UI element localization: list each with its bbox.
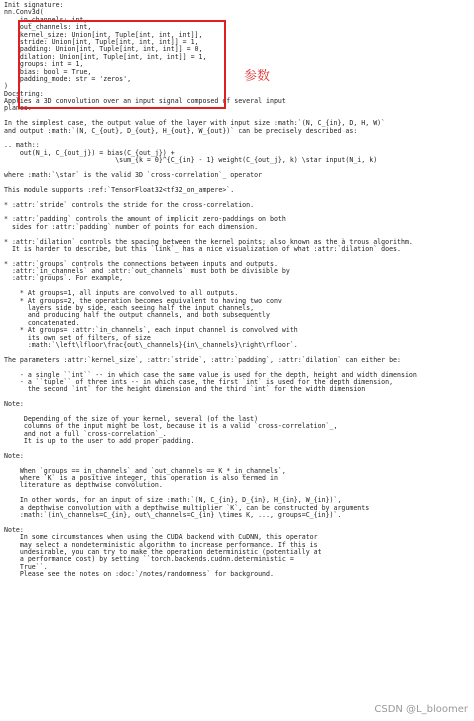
doc-line: and producing half the output channels, and both subsequently <box>4 311 270 320</box>
doc-line: In other words, for an input of size :math:`(N, C_{in}, D_{in}, H_{in}, W_{in})`, <box>4 496 342 505</box>
doc-line <box>4 519 472 526</box>
doc-line: out_channels: int, <box>4 23 92 32</box>
doc-line: padding_mode: str = 'zeros', <box>4 74 132 83</box>
doc-line: True``. <box>4 562 48 571</box>
doc-line: may select a nondeterministic algorithm to increase performance. If this is <box>4 540 318 549</box>
doc-line: a performance cost) by setting ``torch.backends.cudnn.deterministic = <box>4 555 294 564</box>
doc-line: groups: int = 1, <box>4 60 84 69</box>
doc-line: \sum_{k = 0}^{C_{in} - 1} weight(C_{out_j}, k) \star input(N_i, k) <box>4 156 378 165</box>
doc-line: layers side by side, each seeing half the input channels, <box>4 304 255 313</box>
doc-line: where :math:`\star` is the valid 3D `cross-correlation`_ operator <box>4 170 263 179</box>
doc-line: The parameters :attr:`kernel_size`, :attr:`stride`, :attr:`padding`, :attr:`dilation` can either be: <box>4 355 401 364</box>
doc-line: kernel_size: Union[int, Tuple[int, int, int]], <box>4 30 203 39</box>
doc-line: Please see the notes on :doc:`/notes/randomness` for background. <box>4 570 274 579</box>
doc-line: Note: <box>4 525 24 534</box>
doc-line: dilation: Union[int, Tuple[int, int, int]] = 1, <box>4 52 207 61</box>
doc-line: .. math:: <box>4 141 40 150</box>
watermark: CSDN @L_bloomer <box>374 704 468 715</box>
doc-line: where `K` is a positive integer, this operation is also termed in <box>4 474 278 482</box>
doc-line: the second `int` for the height dimension and the third `int` for the width dimension <box>4 385 366 394</box>
doc-line: planes. <box>4 104 32 113</box>
doc-line: stride: Union[int, Tuple[int, int, int]] = 1, <box>4 37 199 46</box>
doc-line: Docstring: <box>4 89 44 98</box>
doc-line: In some circumstances when using the CUDA backend with CuDNN, this operator <box>4 533 318 542</box>
doc-line: a depthwise convolution with a depthwise multiplier `K`, can be constructed by arguments <box>4 503 370 512</box>
doc-line: * :attr:`padding` controls the amount of implicit zero-paddings on both <box>4 215 286 224</box>
doc-line: This module supports :ref:`TensorFloat32<tf32_on_ampere>`. <box>4 185 235 194</box>
doc-line: out(N_i, C_{out_j}) = bias(C_{out_j}) + <box>4 148 175 157</box>
doc-line: nn.Conv3d( <box>4 8 44 17</box>
doc-line <box>4 135 472 142</box>
doc-line: bias: bool = True, <box>4 67 92 76</box>
doc-line: * :attr:`stride` controls the stride for the cross-correlation. <box>4 200 255 209</box>
doc-line: Applies a 3D convolution over an input signal composed of several input <box>4 97 286 106</box>
doc-line: :attr:`groups`. For example, <box>4 274 124 283</box>
doc-line: Init signature: <box>4 1 64 9</box>
doc-line: * At groups=1, all inputs are convolved to all outputs. <box>4 289 239 298</box>
doc-line: * At groups=2, the operation becomes equivalent to having two conv <box>4 296 282 305</box>
doc-line: It is harder to describe, but this `link`_ has a nice visualization of what :attr:`dilation` does. <box>4 244 401 253</box>
doc-line: :math:`(in\_channels=C_{in}, out\_channels=C_{in} \times K, ..., groups=C_{in})`. <box>4 510 342 519</box>
doc-line: columns of the input might be lost, because it is a valid `cross-correlation`_, <box>4 422 338 431</box>
doc-line: sides for :attr:`padding` number of points for each dimension. <box>4 222 259 231</box>
doc-line: * :attr:`dilation` controls the spacing between the kernel points; also known as the à trous algorithm. <box>4 237 413 246</box>
doc-line: :math:`\left\lfloor\frac{out\_channels}{in\_channels}\right\rfloor`. <box>4 340 298 349</box>
doc-line: - a ``tuple`` of three ints -- in which case, the first `int` is used for the depth dimension, <box>4 377 394 386</box>
doc-line: Note: <box>4 451 24 460</box>
parameter-annotation-label: 参数 <box>244 69 271 84</box>
doc-line: * :attr:`groups` controls the connections between inputs and outputs. <box>4 259 278 268</box>
doc-line <box>4 394 472 401</box>
doc-line: and not a full `cross-correlation`_. <box>4 429 167 438</box>
doc-line: literature as depthwise convolution. <box>4 481 163 490</box>
doc-line: and output :math:`(N, C_{out}, D_{out}, H_{out}, W_{out})` can be precisely described as: <box>4 126 358 135</box>
doc-line: undesirable, you can try to make the operation deterministic (potentially at <box>4 547 322 556</box>
doc-line: padding: Union[int, Tuple[int, int, int]] = 0, <box>4 45 203 54</box>
doc-line: * At groups= :attr:`in_channels`, each input channel is convolved with <box>4 326 298 335</box>
doc-line: When `groups == in_channels` and `out_channels == K * in_channels`, <box>4 466 286 475</box>
parameter-highlight-box <box>18 20 226 109</box>
doc-line: concatenated. <box>4 318 80 327</box>
doc-line: its own set of filters, of size <box>4 333 151 342</box>
doc-line: - a single ``int`` -- in which case the same value is used for the depth, height and width dimension <box>4 370 417 379</box>
doc-line: :attr:`in_channels` and :attr:`out_channels` must both be divisible by <box>4 267 290 276</box>
doc-line: in_channels: int, <box>4 15 88 24</box>
doc-line: In the simplest case, the output value of the layer with input size :math:`(N, C_{in}, D, H, W)` <box>4 119 386 128</box>
doc-line <box>4 445 472 452</box>
doc-line: ) <box>4 82 8 91</box>
doc-line: Depending of the size of your kernel, several (of the last) <box>4 414 259 423</box>
doc-line: It is up to the user to add proper padding. <box>4 437 195 446</box>
doc-line: Note: <box>4 400 24 409</box>
